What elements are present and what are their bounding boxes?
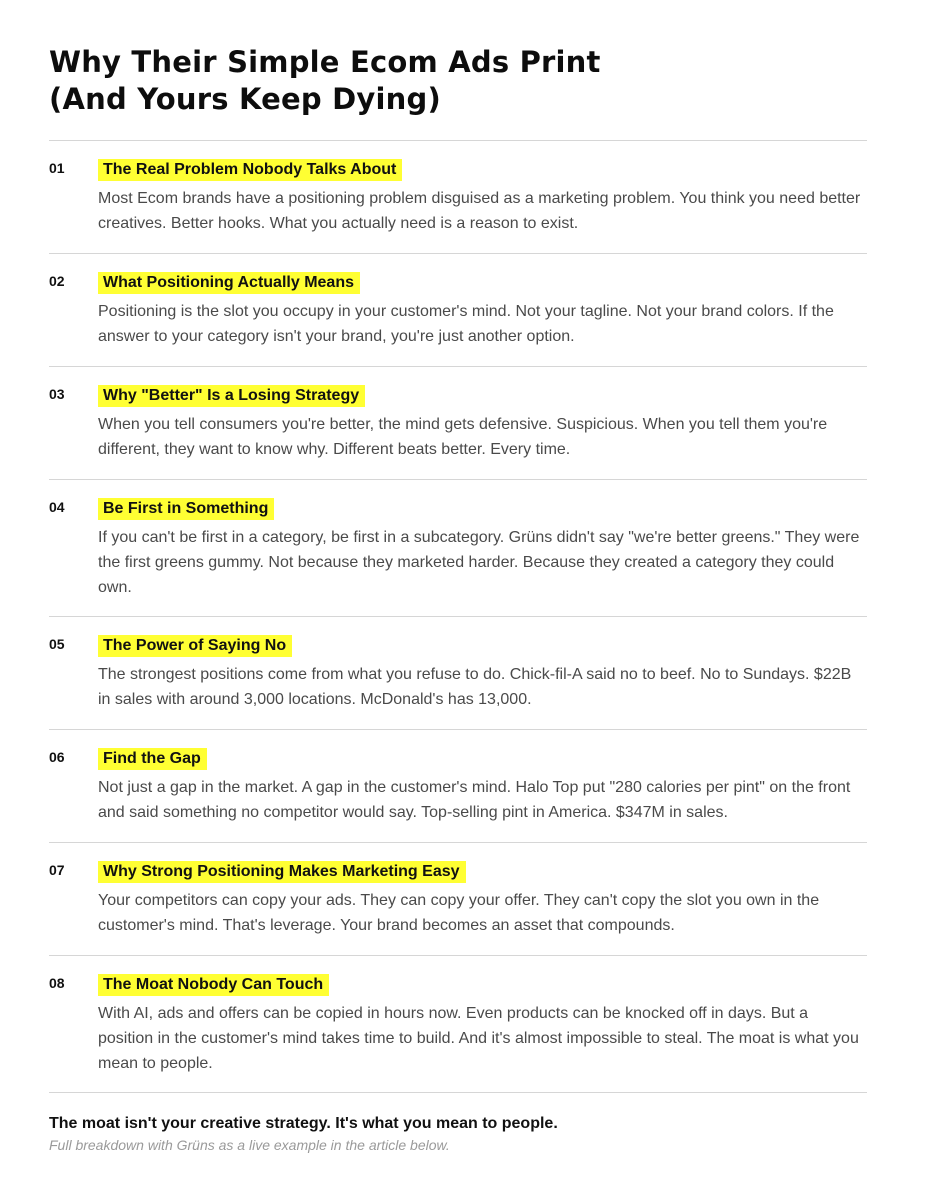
section-number: 06 [49,749,65,765]
section-number: 05 [49,636,65,652]
section-body: Not just a gap in the market. A gap in the customer's mind. Halo Top put "280 calories per pint" on the front and said something no competitor would say. Top-selling pint in America. $347M in sales. [98,779,851,821]
section-number: 04 [49,499,65,515]
section-heading: The Power of Saying No [98,635,292,657]
section-02 [49,254,867,367]
section-body: The strongest positions come from what you refuse to do. Chick-fil-A said no to beef. No to Sundays. $22B in sales with around 3,000 locations. McDonald's has 13,000. [98,666,852,708]
section-number: 08 [49,975,65,991]
page-title [49,44,867,118]
footer-note: Full breakdown with Grüns as a live example in the article below. [49,1137,450,1153]
section-body: Most Ecom brands have a positioning problem disguised as a marketing problem. You think you need better creatives. Better hooks. What you actually need is a reason to exist. [98,190,861,232]
section-number: 02 [49,273,65,289]
title-line-1: Why Their Simple Ecom Ads Print [49,45,601,79]
section-number: 07 [49,862,65,878]
section-06 [49,730,867,843]
section-body: Your competitors can copy your ads. They can copy your offer. They can't copy the slot you own in the customer's mind. That's leverage. Your brand becomes an asset that compounds. [98,892,820,934]
section-body: If you can't be first in a category, be first in a subcategory. Grüns didn't say "we're better greens." They were the first greens gummy. Not because they marketed harder. Because they created a category they could own. [98,529,860,596]
section-07 [49,843,867,956]
section-body: When you tell consumers you're better, the mind gets defensive. Suspicious. When you tell them you're different, they want to know why. Different beats better. Every time. [98,416,828,458]
section-heading: Why "Better" Is a Losing Strategy [98,385,365,407]
section-04 [49,480,867,617]
section-heading: Find the Gap [98,748,207,770]
section-heading: Be First in Something [98,498,274,520]
section-05 [49,617,867,730]
section-08 [49,956,867,1093]
section-01 [49,141,867,254]
section-list [49,141,867,1093]
section-number: 01 [49,160,65,176]
section-heading: The Moat Nobody Can Touch [98,974,329,996]
section-body: Positioning is the slot you occupy in your customer's mind. Not your tagline. Not your brand colors. If the answer to your category isn't your brand, you're just another option. [98,303,834,345]
section-body: With AI, ads and offers can be copied in hours now. Even products can be knocked off in days. But a position in the customer's mind takes time to build. And it's almost impossible to steal. The moat is what you mean to people. [98,1005,859,1072]
footer-conclusion: The moat isn't your creative strategy. It's what you mean to people. [49,1115,558,1132]
section-heading: The Real Problem Nobody Talks About [98,159,402,181]
section-03 [49,367,867,480]
title-line-2: (And Yours Keep Dying) [49,82,441,116]
section-heading: Why Strong Positioning Makes Marketing Easy [98,861,466,883]
section-heading: What Positioning Actually Means [98,272,360,294]
article [49,44,867,1154]
section-number: 03 [49,386,65,402]
